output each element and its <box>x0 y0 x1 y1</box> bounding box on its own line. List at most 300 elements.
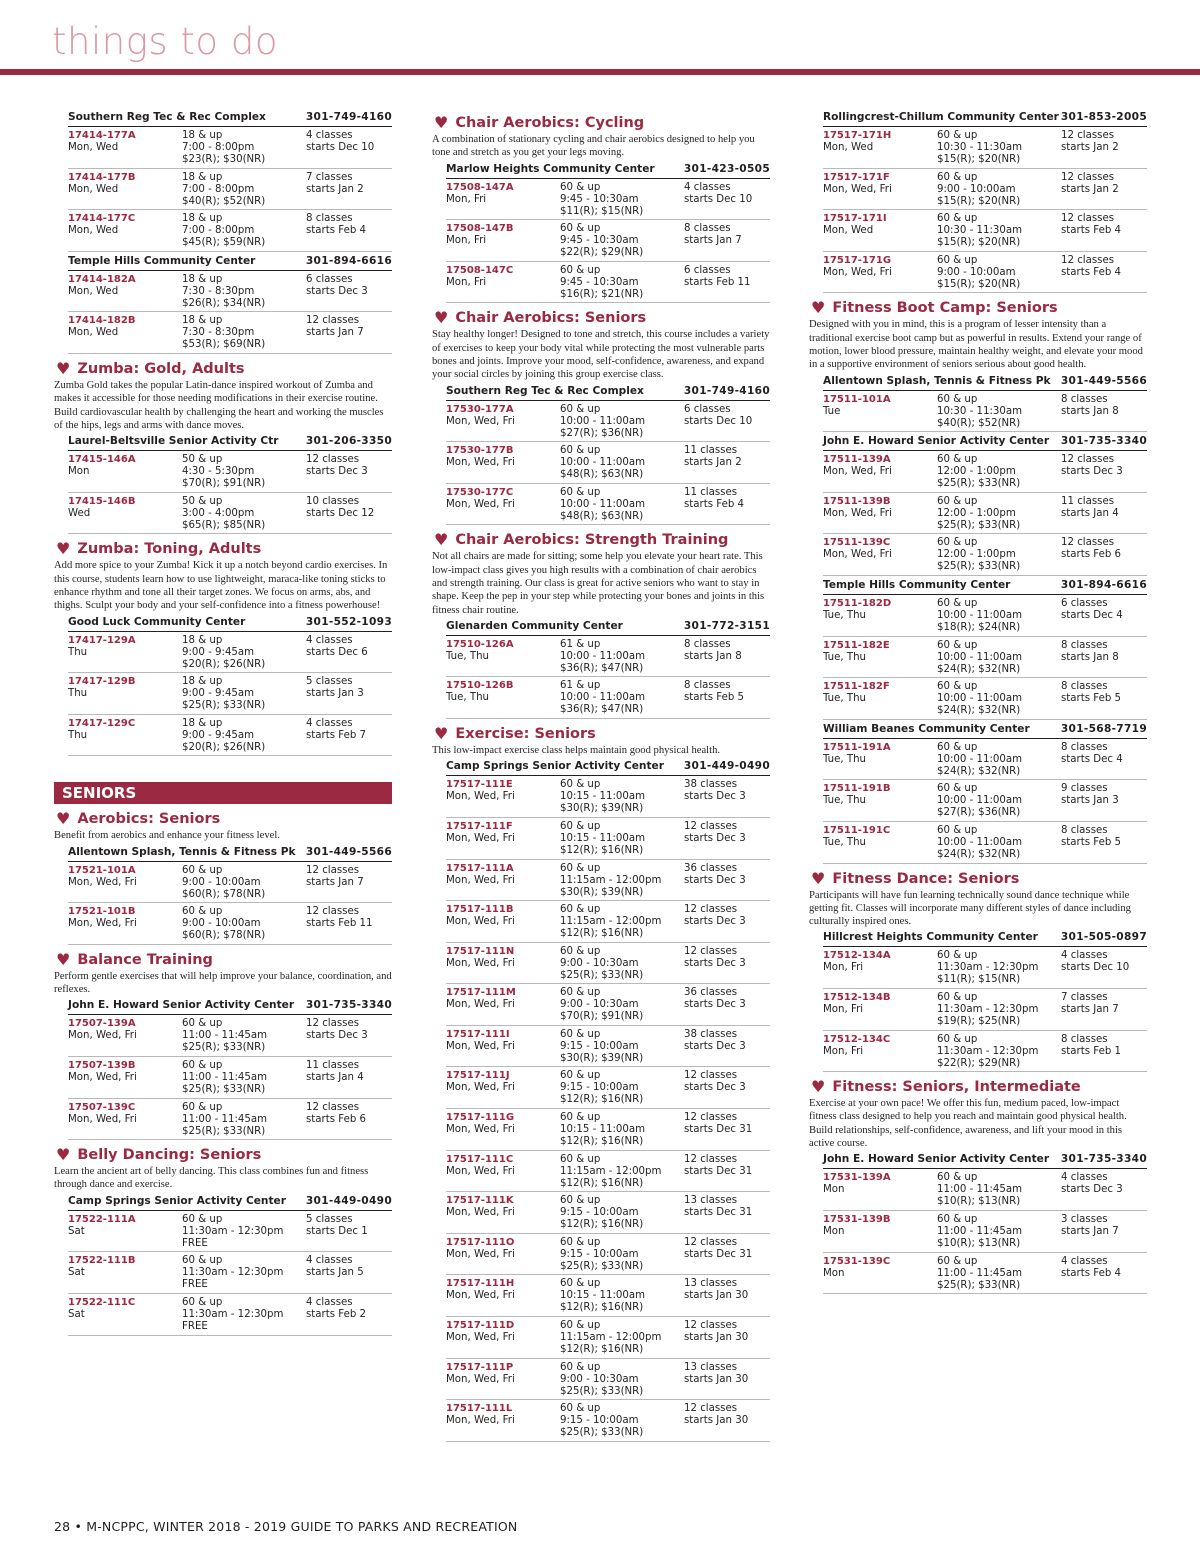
age-range: 60 & up <box>937 681 978 693</box>
age-range: 60 & up <box>560 445 601 457</box>
course-days: Mon, Wed, Fri <box>446 498 515 510</box>
course-code: 17517-171F <box>823 171 890 183</box>
course-code: 17531-139A <box>823 1172 891 1184</box>
class-fee: $15(R); $20(NR) <box>937 237 1021 249</box>
class-count: 10 classes <box>306 495 360 507</box>
location-name: Southern Reg Tec & Rec Complex <box>446 384 644 397</box>
course-days: Sat <box>68 1308 85 1320</box>
age-range: 60 & up <box>937 950 978 962</box>
class-fee: $48(R); $63(NR) <box>560 510 644 522</box>
start-date: starts Jan 2 <box>306 183 364 195</box>
course-description: Exercise at your own pace! We offer this fun, medium paced, low-impact fitness class designed to help you reach and maintain good physical health. Build relationships, self-confidence, awareness, and lift your mood in this active course. <box>809 1098 1127 1150</box>
offering-row <box>446 636 770 678</box>
location-header <box>823 931 1147 947</box>
location-header <box>823 375 1147 391</box>
class-time: 4:30 - 5:30pm <box>182 466 255 478</box>
course-code: 17517-171I <box>823 213 887 225</box>
class-fee: $10(R); $13(NR) <box>937 1237 1021 1249</box>
course-code: 17414-182B <box>68 315 136 327</box>
class-time: 9:00 - 10:00am <box>937 266 1016 278</box>
course-code: 17511-182D <box>823 597 892 609</box>
class-count: 38 classes <box>684 779 738 791</box>
class-time: 9:00 - 10:30am <box>560 957 639 969</box>
class-time: 9:45 - 10:30am <box>560 276 639 288</box>
class-time: 11:15am - 12:00pm <box>560 1165 662 1177</box>
course-code: 17517-111A <box>446 862 514 874</box>
class-count: 12 classes <box>684 1070 738 1082</box>
location-name: Laurel-Beltsville Senior Activity Ctr <box>68 435 279 448</box>
class-time: 11:15am - 12:00pm <box>560 1332 662 1344</box>
offering-row <box>823 780 1147 822</box>
offering-row <box>68 1057 392 1099</box>
class-time: 9:00 - 9:45am <box>182 729 255 741</box>
start-date: starts Dec 1 <box>306 1225 368 1237</box>
age-range: 60 & up <box>937 1172 978 1184</box>
course-code: 17415-146B <box>68 495 136 507</box>
start-date: starts Feb 4 <box>306 225 367 237</box>
class-count: 4 classes <box>1061 1255 1108 1267</box>
start-date: starts Dec 31 <box>684 1248 753 1260</box>
age-range: 18 & up <box>182 315 223 327</box>
start-date: starts Jan 30 <box>684 1415 749 1427</box>
age-range: 60 & up <box>182 1213 223 1225</box>
class-count: 13 classes <box>684 1361 738 1373</box>
class-count: 12 classes <box>684 1112 738 1124</box>
offering-row <box>823 989 1147 1031</box>
class-fee: FREE <box>182 1320 208 1332</box>
class-fee: $12(R); $16(NR) <box>560 1219 644 1231</box>
course-days: Mon, Wed, Fri <box>68 1071 137 1083</box>
class-count: 12 classes <box>306 1018 360 1030</box>
location-name: Allentown Splash, Tennis & Fitness Pk <box>68 845 296 858</box>
course-title <box>54 540 392 558</box>
age-range: 60 & up <box>560 223 601 235</box>
class-count: 8 classes <box>1061 681 1108 693</box>
class-time: 11:15am - 12:00pm <box>560 874 662 886</box>
course-days: Wed <box>68 507 91 519</box>
location-phone: 301-853-2005 <box>1060 111 1147 123</box>
start-date: starts Jan 7 <box>306 876 364 888</box>
course-code: 17521-101A <box>68 864 136 876</box>
location-header <box>823 435 1147 451</box>
offering-row <box>823 1031 1147 1073</box>
course-days: Mon, Wed <box>68 327 119 339</box>
class-count: 6 classes <box>684 264 731 276</box>
class-time: 11:00 - 11:45am <box>182 1030 268 1042</box>
age-range: 60 & up <box>560 1070 601 1082</box>
start-date: starts Jan 8 <box>1061 651 1119 663</box>
class-count: 4 classes <box>306 717 353 729</box>
offering-row <box>823 947 1147 989</box>
location-phone: 301-552-1093 <box>305 615 392 628</box>
course-days: Mon <box>823 1225 845 1237</box>
heart-icon: ♥ <box>434 530 449 550</box>
location-name: Camp Springs Senior Activity Center <box>446 760 664 773</box>
age-range: 60 & up <box>937 824 978 836</box>
class-count: 8 classes <box>1061 824 1108 836</box>
location-name: William Beanes Community Center <box>823 722 1030 735</box>
age-range: 61 & up <box>560 638 601 650</box>
age-range: 60 & up <box>560 1195 601 1207</box>
class-time: 11:30am - 12:30pm <box>182 1267 284 1279</box>
location-header <box>446 620 770 636</box>
heart-icon: ♥ <box>56 539 71 559</box>
class-time: 10:00 - 11:00am <box>937 609 1023 621</box>
age-range: 60 & up <box>182 1059 223 1071</box>
class-time: 11:30am - 12:30pm <box>937 1045 1039 1057</box>
course-days: Thu <box>68 729 88 741</box>
class-time: 9:00 - 9:45am <box>182 646 255 658</box>
class-fee: $25(R); $33(NR) <box>182 1083 266 1095</box>
location-phone: 301-423-0505 <box>683 162 770 175</box>
location-header <box>446 760 770 776</box>
location-phone: 301-449-0490 <box>305 1194 392 1207</box>
location-phone: 301-772-3151 <box>683 619 770 632</box>
offering-row <box>446 1275 770 1317</box>
offering-row <box>446 943 770 985</box>
location-header <box>68 435 392 451</box>
start-date: starts Feb 5 <box>684 692 745 704</box>
start-date: starts Feb 5 <box>1061 836 1122 848</box>
class-time: 9:00 - 9:45am <box>182 688 255 700</box>
location-phone: 301-735-3340 <box>305 999 392 1012</box>
class-count: 12 classes <box>306 315 360 327</box>
class-time: 11:30am - 12:30pm <box>937 962 1039 974</box>
course-days: Mon, Fri <box>823 1003 864 1015</box>
start-date: starts Feb 4 <box>1061 1267 1122 1279</box>
course-days: Mon, Wed <box>823 225 874 237</box>
offering-row <box>446 776 770 818</box>
course-title-text: Fitness Dance: Seniors <box>832 870 1020 887</box>
offering-row <box>446 1109 770 1151</box>
offering-row <box>823 1169 1147 1211</box>
class-time: 10:00 - 11:00am <box>937 795 1023 807</box>
start-date: starts Jan 7 <box>306 327 364 339</box>
start-date: starts Jan 2 <box>1061 142 1119 153</box>
start-date: starts Jan 30 <box>684 1290 749 1302</box>
class-fee: $11(R); $15(NR) <box>937 974 1021 986</box>
course-code: 17522-111A <box>68 1213 136 1225</box>
offering-row <box>68 1252 392 1294</box>
course-title-text: Aerobics: Seniors <box>77 811 221 828</box>
start-date: starts Dec 3 <box>306 285 368 297</box>
age-range: 60 & up <box>182 1255 223 1267</box>
class-fee: $22(R); $29(NR) <box>560 247 644 259</box>
course-code: 17415-146A <box>68 454 136 466</box>
class-count: 5 classes <box>306 1213 353 1225</box>
location-header <box>446 163 770 179</box>
course-days: Mon, Wed, Fri <box>446 791 515 803</box>
course-days: Mon, Wed, Fri <box>446 874 515 886</box>
offering-row <box>68 271 392 313</box>
course-code: 17508-147C <box>446 264 514 276</box>
course-days: Mon, Wed, Fri <box>68 1113 137 1125</box>
age-range: 60 & up <box>182 864 223 876</box>
location-name: Southern Reg Tec & Rec Complex <box>68 111 266 123</box>
start-date: starts Dec 3 <box>684 957 746 969</box>
age-range: 60 & up <box>937 254 978 266</box>
course-days: Mon, Wed, Fri <box>446 1040 515 1052</box>
location-phone: 301-568-7719 <box>1060 722 1147 735</box>
class-fee: $12(R); $16(NR) <box>560 1094 644 1106</box>
class-time: 9:15 - 10:00am <box>560 1248 639 1260</box>
location-name: Allentown Splash, Tennis & Fitness Pk <box>823 374 1051 387</box>
course-description: Add more spice to your Zumba! Kick it up a notch beyond cardio exercises. In this course, students learn how to use lightweight, maraca-like toning sticks to enhance rhythm and tone all their target zones. We focus on arms, abs, and thighs. Sculpt your body and your self-confidence into a fitness powerhouse! <box>54 560 388 612</box>
class-count: 12 classes <box>684 1236 738 1248</box>
class-fee: $12(R); $16(NR) <box>560 1177 644 1189</box>
class-count: 5 classes <box>306 676 353 688</box>
age-range: 60 & up <box>560 1153 601 1165</box>
age-range: 60 & up <box>560 1320 601 1332</box>
course-days: Mon, Wed, Fri <box>446 1373 515 1385</box>
offering-row <box>823 534 1147 576</box>
class-time: 9:00 - 10:30am <box>560 1373 639 1385</box>
class-time: 10:00 - 11:00am <box>560 415 646 427</box>
class-time: 9:00 - 10:00am <box>182 876 261 888</box>
course-title <box>54 360 392 378</box>
course-days: Mon, Wed, Fri <box>823 507 892 519</box>
age-range: 60 & up <box>560 264 601 276</box>
offering-row <box>68 169 392 211</box>
course-days: Mon, Wed, Fri <box>446 1248 515 1260</box>
course-code: 17530-177A <box>446 403 514 415</box>
class-count: 4 classes <box>684 181 731 193</box>
class-count: 8 classes <box>684 638 731 650</box>
course-days: Tue, Thu <box>446 692 490 704</box>
age-range: 60 & up <box>937 783 978 795</box>
age-range: 60 & up <box>560 820 601 832</box>
class-fee: $12(R); $16(NR) <box>560 844 644 856</box>
course-days: Mon, Wed <box>823 142 874 153</box>
offering-row <box>68 312 392 354</box>
class-fee: $22(R); $29(NR) <box>937 1057 1021 1069</box>
start-date: starts Dec 31 <box>684 1165 753 1177</box>
course-days: Mon, Fri <box>446 193 487 205</box>
course-code: 17512-134C <box>823 1033 891 1045</box>
location-name: John E. Howard Senior Activity Center <box>823 1153 1050 1166</box>
course-days: Mon, Wed, Fri <box>446 457 515 469</box>
location-header <box>68 616 392 632</box>
page-header <box>0 0 1200 78</box>
offering-row <box>68 673 392 715</box>
class-count: 4 classes <box>306 634 353 646</box>
class-count: 12 classes <box>306 864 360 876</box>
age-range: 50 & up <box>182 495 223 507</box>
column-2 <box>432 108 770 1442</box>
course-title <box>54 1146 392 1164</box>
offering-row <box>68 1211 392 1253</box>
class-fee: $36(R); $47(NR) <box>560 662 644 674</box>
offering-row <box>446 1359 770 1401</box>
class-fee: $70(R); $91(NR) <box>182 478 266 490</box>
course-description: Perform gentle exercises that will help improve your balance, coordination, and reflexes. <box>54 970 392 996</box>
offering-row <box>446 984 770 1026</box>
age-range: 60 & up <box>937 393 978 405</box>
offering-row <box>446 484 770 526</box>
class-time: 10:30 - 11:30am <box>937 405 1023 417</box>
start-date: starts Dec 31 <box>684 1207 753 1219</box>
course-code: 17511-139A <box>823 454 891 466</box>
start-date: starts Jan 7 <box>1061 1003 1119 1015</box>
age-range: 60 & up <box>182 906 223 918</box>
course-days: Mon, Wed, Fri <box>446 999 515 1011</box>
class-fee: $19(R); $25(NR) <box>937 1015 1021 1027</box>
offering-row <box>68 127 392 169</box>
course-days: Mon, Fri <box>446 276 487 288</box>
location-phone: 301-449-5566 <box>305 845 392 858</box>
age-range: 60 & up <box>937 495 978 507</box>
course-days: Tue, Thu <box>823 753 867 765</box>
class-count: 12 classes <box>684 820 738 832</box>
start-date: starts Dec 3 <box>306 466 368 478</box>
location-phone: 301-735-3340 <box>1060 435 1147 448</box>
course-title <box>432 309 770 327</box>
class-fee: $27(R); $36(NR) <box>560 427 644 439</box>
course-code: 17507-139C <box>68 1101 136 1113</box>
column-3 <box>809 108 1147 1294</box>
class-fee: $45(R); $59(NR) <box>182 237 266 249</box>
class-fee: $20(R); $26(NR) <box>182 658 266 670</box>
course-code: 17530-177C <box>446 486 514 498</box>
age-range: 60 & up <box>937 1033 978 1045</box>
course-days: Mon, Wed, Fri <box>68 918 137 930</box>
location-name: Temple Hills Community Center <box>823 578 1011 591</box>
start-date: starts Feb 11 <box>684 276 751 288</box>
class-time: 10:00 - 11:00am <box>560 498 646 510</box>
class-time: 7:00 - 8:00pm <box>182 183 255 195</box>
class-fee: $65(R); $85(NR) <box>182 519 266 531</box>
class-fee: $15(R); $20(NR) <box>937 278 1021 290</box>
offering-row <box>823 210 1147 252</box>
offering-row <box>68 1294 392 1336</box>
offering-row <box>823 822 1147 864</box>
course-days: Thu <box>68 646 88 658</box>
age-range: 60 & up <box>937 537 978 549</box>
course-title-text: Chair Aerobics: Seniors <box>455 310 647 327</box>
class-count: 13 classes <box>684 1278 738 1290</box>
location-phone: 301-894-6616 <box>1060 578 1147 591</box>
course-code: 17508-147A <box>446 181 514 193</box>
offering-row <box>68 715 392 757</box>
course-code: 17414-182A <box>68 273 136 285</box>
class-count: 13 classes <box>684 1195 738 1207</box>
age-range: 60 & up <box>182 1296 223 1308</box>
course-title-text: Fitness Boot Camp: Seniors <box>832 300 1058 317</box>
class-time: 11:15am - 12:00pm <box>560 916 662 928</box>
course-description: Stay healthy longer! Designed to tone and stretch, this course includes a variety of exercises to keep your body vital while protecting the most vulnerable parts bones and joints. Improve your mood, self-confidence, awareness, and expand your social circles by joining this group exercise class. <box>432 329 770 381</box>
offering-row <box>823 595 1147 637</box>
course-title <box>54 810 392 828</box>
class-time: 9:45 - 10:30am <box>560 235 639 247</box>
class-fee: FREE <box>182 1237 208 1249</box>
class-fee: $26(R); $34(NR) <box>182 297 266 309</box>
offering-row <box>446 860 770 902</box>
offering-row <box>823 493 1147 535</box>
start-date: starts Dec 4 <box>1061 609 1123 621</box>
class-count: 8 classes <box>1061 393 1108 405</box>
class-count: 4 classes <box>1061 950 1108 962</box>
age-range: 61 & up <box>560 680 601 692</box>
offering-row <box>823 739 1147 781</box>
location-header <box>823 111 1147 127</box>
class-count: 8 classes <box>306 213 353 225</box>
start-date: starts Dec 3 <box>306 1030 368 1042</box>
class-time: 10:00 - 11:00am <box>937 753 1023 765</box>
course-description: Not all chairs are made for sitting; some help you elevate your heart rate. This low-impact class gives you high results with a combination of chair aerobics and strength training. Our class is great for active seniors who want to stay in shape. Keep the pep in your step while protecting your bones and joints in this fitness chair routine. <box>432 551 765 616</box>
class-time: 10:00 - 11:00am <box>937 651 1023 663</box>
offering-row <box>446 677 770 719</box>
location-header <box>68 1195 392 1211</box>
course-days: Mon <box>68 466 90 478</box>
offering-row <box>446 818 770 860</box>
class-count: 7 classes <box>1061 991 1108 1003</box>
location-phone: 301-749-4160 <box>683 384 770 397</box>
course-days: Tue, Thu <box>823 795 867 807</box>
class-time: 10:00 - 11:00am <box>937 836 1023 848</box>
course-code: 17522-111B <box>68 1255 136 1267</box>
offering-row <box>446 262 770 304</box>
heart-icon: ♥ <box>56 1145 71 1165</box>
start-date: starts Feb 1 <box>1061 1045 1122 1057</box>
class-count: 4 classes <box>306 130 353 141</box>
age-range: 60 & up <box>182 1018 223 1030</box>
class-fee: $25(R); $33(NR) <box>937 519 1021 531</box>
class-fee: $11(R); $15(NR) <box>560 205 644 217</box>
course-title-text: Chair Aerobics: Strength Training <box>455 532 729 549</box>
course-code: 17511-101A <box>823 393 891 405</box>
start-date: starts Feb 2 <box>306 1308 367 1320</box>
start-date: starts Feb 6 <box>1061 549 1122 561</box>
course-code: 17414-177C <box>68 213 136 225</box>
course-code: 17531-139C <box>823 1255 891 1267</box>
class-count: 8 classes <box>1061 639 1108 651</box>
age-range: 60 & up <box>560 779 601 791</box>
class-count: 12 classes <box>306 1101 360 1113</box>
location-header <box>823 1153 1147 1169</box>
course-description: Zumba Gold takes the popular Latin-dance inspired workout of Zumba and makes it accessible for those needing modifications in their exercise routine. Build cardiovascular health by challenging the heart and working the muscles of the hips, legs and arms with dance moves. <box>54 379 384 431</box>
course-days: Mon, Wed, Fri <box>823 466 892 478</box>
course-title-text: Chair Aerobics: Cycling <box>455 115 645 131</box>
start-date: starts Jan 2 <box>684 457 742 469</box>
age-range: 60 & up <box>560 1112 601 1124</box>
course-code: 17507-139B <box>68 1059 136 1071</box>
age-range: 60 & up <box>560 1028 601 1040</box>
course-code: 17517-111J <box>446 1070 510 1082</box>
age-range: 60 & up <box>560 987 601 999</box>
course-days: Mon, Wed, Fri <box>823 266 892 278</box>
class-time: 7:30 - 8:30pm <box>182 327 255 339</box>
class-fee: $25(R); $33(NR) <box>937 478 1021 490</box>
course-days: Mon <box>823 1184 845 1196</box>
class-count: 12 classes <box>1061 130 1115 141</box>
start-date: starts Feb 11 <box>306 918 373 930</box>
class-fee: $27(R); $36(NR) <box>937 807 1021 819</box>
class-count: 8 classes <box>684 680 731 692</box>
column-1 <box>54 108 392 1336</box>
start-date: starts Feb 4 <box>1061 266 1122 278</box>
course-code: 17521-101B <box>68 906 136 918</box>
start-date: starts Dec 3 <box>1061 1184 1123 1196</box>
class-count: 11 classes <box>684 445 738 457</box>
class-fee: $25(R); $33(NR) <box>560 1385 644 1397</box>
start-date: starts Dec 3 <box>684 874 746 886</box>
course-code: 17517-111E <box>446 779 513 791</box>
course-code: 17512-134B <box>823 991 891 1003</box>
class-fee: FREE <box>182 1279 208 1291</box>
class-fee: $12(R); $16(NR) <box>560 928 644 940</box>
offering-row <box>823 127 1147 169</box>
course-code: 17510-126A <box>446 638 514 650</box>
